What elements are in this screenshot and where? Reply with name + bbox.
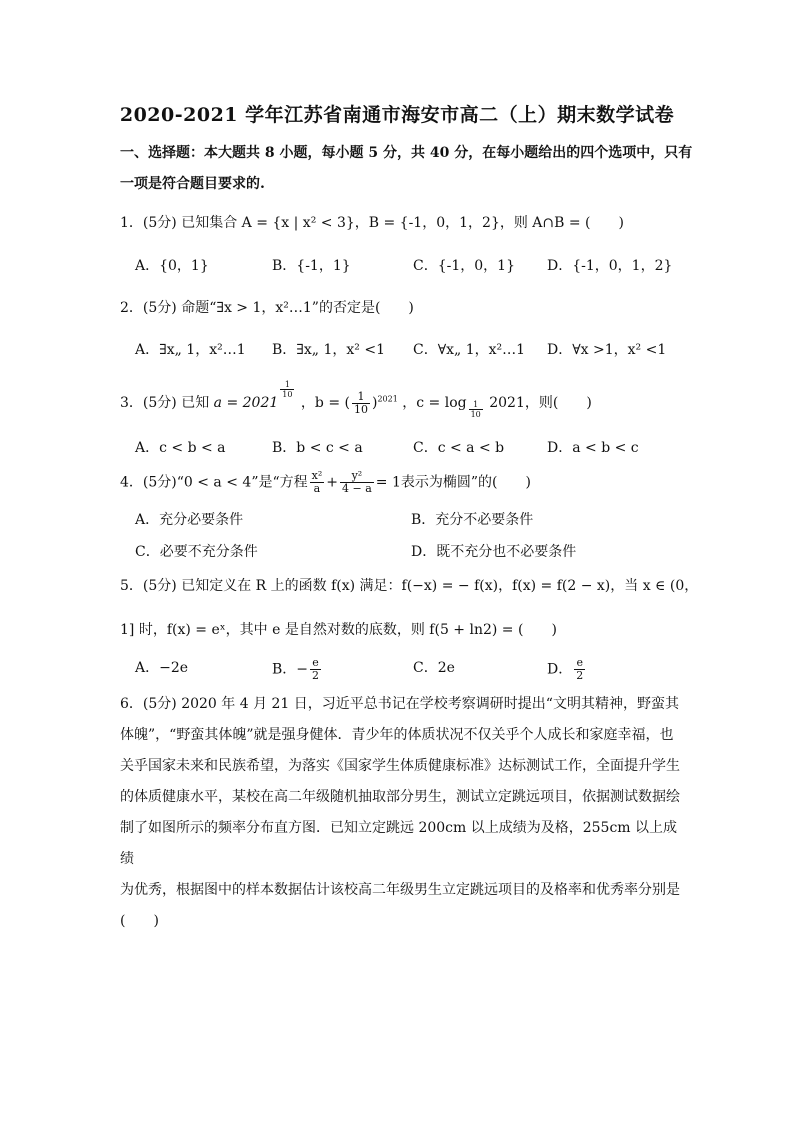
q3-option-d: D．a < b < c	[547, 440, 639, 456]
q3-c-expr: ，c = log	[402, 395, 467, 411]
q5-option-c: C．2e	[413, 660, 455, 676]
q3-c-base: $\frac{1}{10}$	[470, 400, 481, 419]
question-4-options-row2	[135, 541, 695, 561]
question-4-options-row1	[135, 509, 695, 529]
q6-line: 关乎国家未来和民族希望，为落实《国家学生体质健康标准》达标测试工作，全面提升学生	[120, 758, 680, 774]
q6-line: 的体质健康水平，某校在高二年级随机抽取部分男生，测试立定跳远项目，依据测试数据绘	[120, 789, 680, 805]
q1-option-d: D．{-1，0，1，2}	[547, 258, 673, 274]
q4-fraction-y: $\frac{\text{y²}}{4 - a}$	[342, 469, 372, 495]
q2-option-b: B．∃x„ 1，x² <1	[272, 342, 385, 358]
q4-fraction-x: $\frac{\text{x²}}{a}$	[311, 469, 323, 495]
q4-option-b: B．充分不必要条件	[411, 512, 534, 528]
q4-option-d: D．既不充分也不必要条件	[411, 544, 577, 560]
q6-line: 体魄”，“野蛮其体魄”就是强身健体．青少年的体质状况不仅关乎个人成长和家庭幸福，也	[120, 727, 674, 743]
question-1-stem: 1．(5分) 已知集合 A = {x | x² < 3}，B = {-1，0，1，2}，则 A∩B = ( )	[120, 215, 624, 231]
q3-a-expr: a = 2021	[213, 395, 279, 411]
question-5-options	[135, 656, 695, 682]
q2-option-a: A．∃x„ 1，x²…1	[135, 342, 246, 358]
question-1-options	[135, 255, 695, 275]
q3-a-exponent: $\frac{1}{10}$	[282, 380, 293, 399]
q6-line: 为优秀，根据图中的样本数据估计该校高二年级男生立定跳远项目的及格率和优秀率分别是	[120, 882, 680, 898]
q1-option-b: B．{-1，1}	[272, 258, 351, 274]
q4-prefix: 4．(5分)“0 < a < 4”是“方程	[120, 474, 308, 491]
q3-option-b: B．b < c < a	[272, 440, 363, 456]
q6-line: 6．(5分) 2020 年 4 月 21 日，习近平总书记在学校考察调研时提出“文明其精神，野蛮其	[120, 696, 679, 712]
page-title: 2020-2021 学年江苏省南通市海安市高二（上）期末数学试卷	[119, 104, 675, 126]
q5-option-a: A．−2e	[135, 660, 189, 676]
q5-option-d: D． $\frac{e}{2}$	[547, 656, 584, 682]
q5-option-b: B．− $\frac{e}{2}$	[272, 656, 320, 682]
q4-option-c: C．必要不充分条件	[135, 544, 258, 560]
question-6-paragraph	[120, 689, 690, 937]
question-5-line2: 1] 时，f(x) = eˣ，其中 e 是自然对数的底数，则 f(5 + ln2) = ( )	[120, 622, 557, 638]
question-3-stem: 3．(5分) 已知 a = 2021 $\frac{1}{10}$ ，b = ( $\frac{1}{10}$ )$^{2021}$ ，c = log $\frac{1}{10}$ 2021，则( )	[120, 380, 592, 419]
question-5-line1: 5．(5分) 已知定义在 R 上的函数 f(x) 满足：f(−x) = − f(x)，f(x) = f(2 − x)，当 x ∈ (0，	[120, 578, 699, 594]
section-heading-line2: 一项是符合题目要求的.	[120, 176, 265, 192]
q4-plus: +	[326, 474, 338, 491]
q4-option-a: A．充分必要条件	[135, 512, 244, 528]
q3-b-expr: ，b = (	[300, 395, 350, 411]
q6-line: 制了如图所示的频率分布直方图．已知立定跳远 200cm 以上成绩为及格，255cm 以上成绩	[120, 820, 678, 867]
q3-option-c: C．c < a < b	[413, 440, 505, 456]
section-heading-line1: 一、选择题：本大题共 8 小题，每小题 5 分，共 40 分，在每小题给出的四个选项中，只有	[120, 145, 693, 161]
question-2-stem: 2．(5分) 命题“∃x > 1，x²…1”的否定是( )	[120, 300, 414, 316]
q3-b-fraction: $\frac{1}{10}$	[353, 389, 368, 416]
question-2-options	[135, 339, 695, 359]
q1-option-c: C．{-1，0，1}	[413, 258, 515, 274]
q3-c-tail: 2021，则( )	[489, 395, 592, 411]
q3-prefix: 3．(5分) 已知	[120, 395, 210, 411]
q3-b-exponent: 2021	[377, 394, 398, 404]
q2-option-c: C．∀x„ 1，x²…1	[413, 342, 526, 358]
q3-option-a: A．c < b < a	[135, 440, 226, 456]
question-3-options	[135, 437, 695, 457]
q6-line: ( )	[120, 913, 159, 929]
q4-suffix: = 1表示为椭圆”的( )	[375, 474, 531, 491]
q1-option-a: A．{0，1}	[135, 258, 209, 274]
q2-option-d: D．∀x >1，x² <1	[547, 342, 667, 358]
question-4-stem	[120, 470, 531, 495]
